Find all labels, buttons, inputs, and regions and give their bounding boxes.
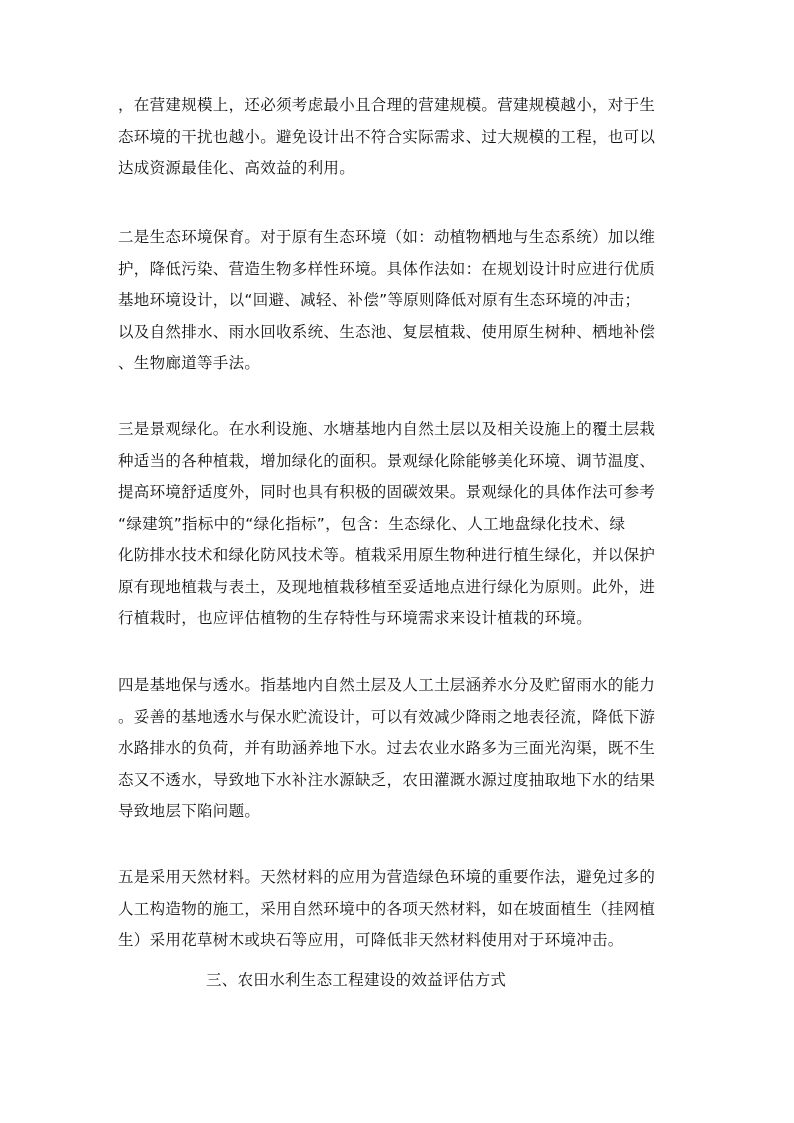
text-line: 水路排水的负荷，并有助涵养地下水。过去农业水路多为三面光沟渠，既不生 (118, 739, 656, 757)
text-line: 护，降低污染、营造生物多样性环境。具体作法如：在规划设计时应进行优质 (118, 259, 656, 278)
text-line: 态环境的干扰也越小。避免设计出不符合实际需求、过大规模的工程，也可以 (118, 127, 656, 146)
paragraph-scale (118, 90, 678, 185)
section-heading: 三、农田水利生态工程建设的效益评估方式 (206, 971, 507, 989)
text-line: 基地环境设计，以“回避、减轻、补偿”等原则降低对原有生态环境的冲击； (118, 291, 641, 309)
text-line: 人工构造物的施工，采用自然环境中的各项天然材料，如在坡面植生（挂网植 (118, 899, 656, 918)
text-line: 以及自然排水、雨水回收系统、生态池、复层植栽、使用原生树种、栖地补偿 (118, 322, 656, 341)
text-line: 二是生态环境保育。对于原有生态环境（如：动植物栖地与生态系统）加以维 (118, 228, 656, 246)
paragraph-water-permeability (118, 670, 678, 828)
text-line: 。妥善的基地透水与保水贮流设计，可以有效减少降雨之地表径流，降低下游 (118, 707, 656, 726)
text-line: 五是采用天然材料。天然材料的应用为营造绿色环境的重要作法，避免过多的 (118, 868, 656, 886)
text-line: 化防排水技术和绿化防风技术等。植栽采用原生物种进行植生绿化，并以保护 (118, 546, 656, 564)
text-line: 三是景观绿化。在水利设施、水塘基地内自然土层以及相关设施上的覆土层栽 (118, 420, 656, 438)
text-line: 四是基地保与透水。指基地内自然土层及人工土层涵养水分及贮留雨水的能力 (118, 676, 656, 694)
text-line: ，在营建规模上，还必须考虑最小且合理的营建规模。营建规模越小，对于生 (118, 96, 656, 114)
paragraph-landscape-greening (118, 414, 678, 635)
text-line: 、生物廊道等手法。 (118, 354, 261, 372)
text-line: 生）采用花草树木或块石等应用，可降低非天然材料使用对于环境冲击。 (118, 931, 624, 949)
text-line: 态又不透水，导致地下水补注水源缺乏，农田灌溉水源过度抽取地下水的结果 (118, 770, 656, 789)
paragraph-ecological-conservation (118, 222, 678, 380)
text-line: 达成资源最佳化、高效益的利用。 (118, 159, 356, 177)
text-line: 种适当的各种植栽，增加绿化的面积。景观绿化除能够美化环境、调节温度、 (118, 451, 656, 470)
text-line: 原有现地植栽与表土，及现地植栽移植至妥适地点进行绿化为原则。此外，进 (118, 577, 656, 596)
text-line: 行植栽时，也应评估植物的生存特性与环境需求来设计植栽的环境。 (118, 609, 593, 627)
paragraph-natural-materials (118, 862, 678, 957)
text-line: 提高环境舒适度外，同时也具有积极的固碳效果。景观绿化的具体作法可参考 (118, 483, 656, 501)
text-line: “绿建筑”指标中的“绿化指标”，包含：生态绿化、人工地盘绿化技术、绿 (118, 514, 626, 533)
text-line: 导致地层下陷问题。 (118, 802, 261, 820)
